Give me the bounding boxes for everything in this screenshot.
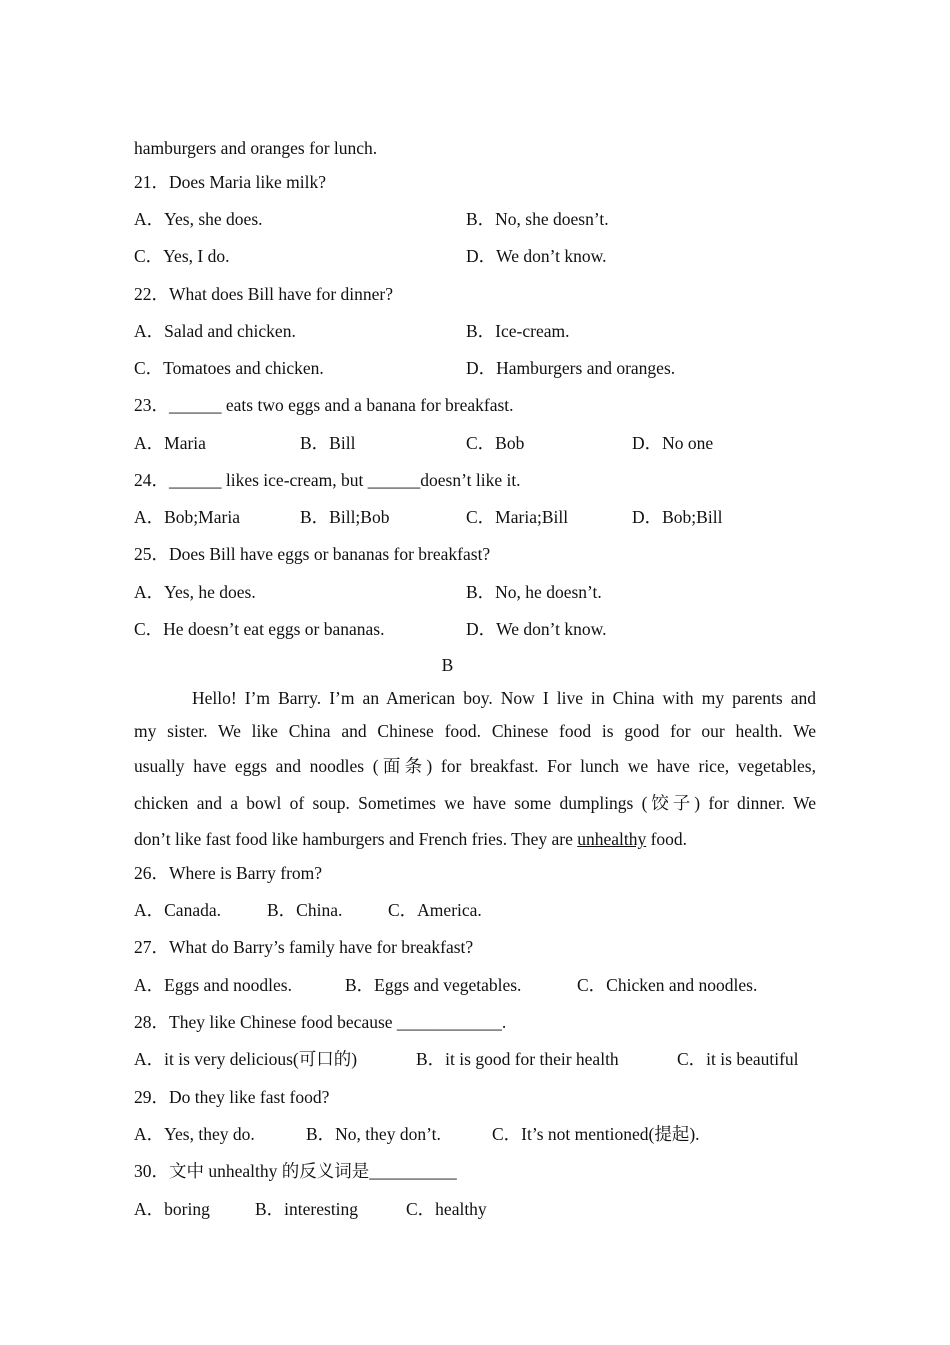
option-26-c[interactable]: C．America. [388,900,482,920]
passage-text: don’t like fast food like hamburgers and French fries. They are [134,829,578,849]
question-26 [134,862,322,884]
answer-blank-1[interactable]: ______ [169,470,222,490]
option-24-c[interactable]: C．Maria;Bill [466,507,569,527]
question-text: likes ice-cream, but [221,470,368,490]
option-28-c[interactable]: C．it is beautiful [677,1049,799,1069]
option-24-a[interactable]: A．Bob;Maria [134,507,240,527]
question-28 [134,1011,506,1033]
question-text: eats two eggs and a banana for breakfast. [221,395,514,415]
answer-blank-2[interactable]: ______ [367,470,421,490]
question-end: . [501,1012,507,1032]
option-27-a[interactable]: A．Eggs and noodles. [134,975,292,995]
option-25-c[interactable]: C．He doesn’t eat eggs or bananas. [134,619,385,639]
question-23 [134,394,514,416]
answer-blank[interactable]: ______ [169,395,222,415]
question-text: They like Chinese food because [169,1012,397,1032]
question-text: What do Barry’s family have for breakfast? [169,937,474,957]
option-23-a[interactable]: A．Maria [134,433,206,453]
option-24-d[interactable]: D．Bob;Bill [632,507,723,527]
question-number: 27． [134,937,169,957]
passage-line-3: usually have eggs and noodles (面条) for breakfast. For lunch we have rice, vegetables, [134,756,816,776]
section-heading-b: B [441,655,454,675]
question-number: 22． [134,284,169,304]
answer-blank[interactable]: ____________ [396,1012,502,1032]
option-29-c[interactable]: C．It’s not mentioned(提起). [492,1124,700,1144]
option-22-a[interactable]: A．Salad and chicken. [134,321,296,341]
option-22-c[interactable]: C．Tomatoes and chicken. [134,358,324,378]
passage-tail: hamburgers and oranges for lunch. [134,138,378,158]
option-25-a[interactable]: A．Yes, he does. [134,582,256,602]
question-number: 23． [134,395,169,415]
option-30-b[interactable]: B．interesting [255,1199,359,1219]
question-text: Does Maria like milk? [169,172,326,192]
option-23-c[interactable]: C．Bob [466,433,525,453]
option-30-c[interactable]: C．healthy [406,1199,487,1219]
passage-line-4: chicken and a bowl of soup. Sometimes we have some dumplings (饺子) for dinner. We [134,793,816,813]
passage-text-end: food. [646,829,688,849]
passage-line-2: my sister. We like China and Chinese food. Chinese food is good for our health. We [134,721,816,741]
option-22-b[interactable]: B．Ice-cream. [466,321,570,341]
option-27-c[interactable]: C．Chicken and noodles. [577,975,758,995]
passage-line-5 [134,828,816,850]
question-22 [134,283,393,305]
option-23-d[interactable]: D．No one [632,433,714,453]
question-text: Does Bill have eggs or bananas for breakfast? [169,544,491,564]
question-text: Where is Barry from? [169,863,323,883]
answer-blank[interactable]: __________ [369,1161,457,1181]
option-29-b[interactable]: B．No, they don’t. [306,1124,441,1144]
question-text: What does Bill have for dinner? [169,284,394,304]
option-26-a[interactable]: A．Canada. [134,900,221,920]
question-30 [134,1160,457,1182]
option-28-a[interactable]: A．it is very delicious(可口的) [134,1049,358,1069]
question-number: 25． [134,544,169,564]
question-number: 26． [134,863,169,883]
option-30-a[interactable]: A．boring [134,1199,210,1219]
option-25-d[interactable]: D．We don’t know. [466,619,607,639]
option-28-b[interactable]: B．it is good for their health [416,1049,619,1069]
option-21-c[interactable]: C．Yes, I do. [134,246,230,266]
question-text-end: doesn’t like it. [420,470,521,490]
option-22-d[interactable]: D．Hamburgers and oranges. [466,358,676,378]
option-26-b[interactable]: B．China. [267,900,343,920]
question-25 [134,543,490,565]
question-number: 30． [134,1161,169,1181]
option-27-b[interactable]: B．Eggs and vegetables. [345,975,522,995]
underlined-word: unhealthy [577,829,647,849]
question-number: 24． [134,470,169,490]
option-23-b[interactable]: B．Bill [300,433,356,453]
question-number: 28． [134,1012,169,1032]
question-21 [134,171,326,193]
question-number: 29． [134,1087,169,1107]
option-21-a[interactable]: A．Yes, she does. [134,209,263,229]
option-29-a[interactable]: A．Yes, they do. [134,1124,255,1144]
question-27 [134,936,473,958]
option-25-b[interactable]: B．No, he doesn’t. [466,582,602,602]
question-text: 文中 unhealthy 的反义词是 [169,1161,370,1181]
question-24 [134,469,521,491]
passage-line-1: Hello! I’m Barry. I’m an American boy. Now I live in China with my parents and [192,688,816,708]
option-21-d[interactable]: D．We don’t know. [466,246,607,266]
question-number: 21． [134,172,169,192]
option-21-b[interactable]: B．No, she doesn’t. [466,209,609,229]
question-29 [134,1086,329,1108]
question-text: Do they like fast food? [169,1087,330,1107]
option-24-b[interactable]: B．Bill;Bob [300,507,390,527]
